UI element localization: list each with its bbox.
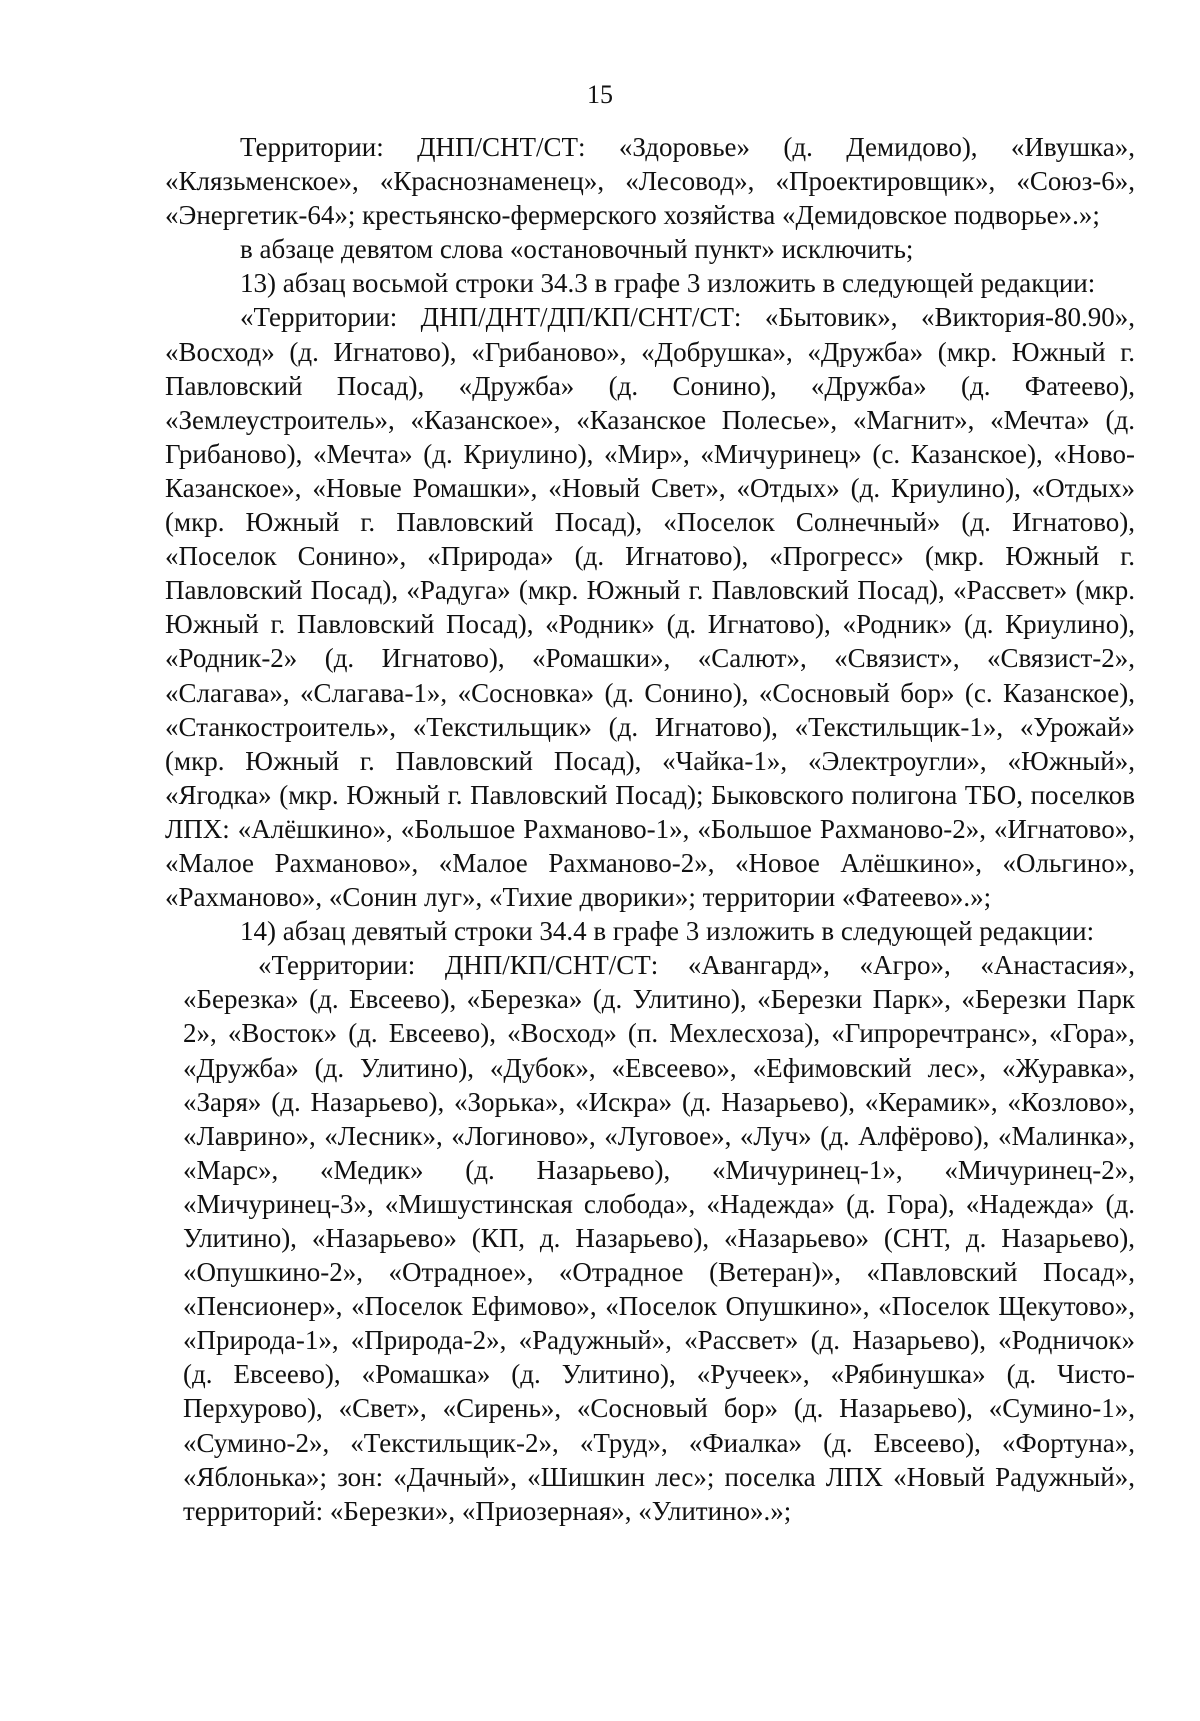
paragraph-ninth-abzac: в абзаце девятом слова «остановочный пункт» исключить;: [240, 234, 914, 265]
paragraph-item-14: 14) абзац девятый строки 34.4 в графе 3 изложить в следующей редакции:: [240, 916, 1095, 947]
paragraph-item-13: 13) абзац восьмой строки 34.3 в графе 3 изложить в следующей редакции:: [240, 268, 1096, 299]
document-body: [165, 130, 1135, 1528]
paragraph-item-13-text: «Территории: ДНП/ДНТ/ДП/КП/СНТ/СТ: «Бытовик», «Виктория-80.90», «Восход» (д. Игнатово), «Грибаново», «Добрушка», «Дружба» (мкр. Южный г. Павловский Посад), «Дружба» (д. Сонино), «Дружба» (д. Фатеево), «Землеустроитель», «Казанское», «Казанское Полесье», «Магнит», «Мечта» (д. Грибаново), «Мечта» (д. Криулино), «Мир», «Мичуринец» (с. Казанское), «Ново-Казанское», «Новые Ромашки», «Новый Свет», «Отдых» (д. Криулино), «Отдых» (мкр. Южный г. Павловский Посад), «Поселок Солнечный» (д. Игнатово), «Поселок Сонино», «Природа» (д. Игнатово), «Прогресс» (мкр. Южный г. Павловский Посад), «Радуга» (мкр. Южный г. Павловский Посад), «Рассвет» (мкр. Южный г. Павловский Посад), «Родник» (д. Игнатово), «Родник» (д. Криулино), «Родник-2» (д. Игнатово), «Ромашки», «Салют», «Связист», «Связист-2», «Слагава», «Слагава-1», «Сосновка» (д. Сонино), «Сосновый бор» (с. Казанское), «Станкостроитель», «Текстильщик» (д. Игнатово), «Текстильщик-1», «Урожай» (мкр. Южный г. Павловский Посад), «Чайка-1», «Электроугли», «Южный», «Ягодка» (мкр. Южный г. Павловский Посад); Быковского полигона ТБО, поселков ЛПХ: «Алёшкино», «Большое Рахманово-1», «Большое Рахманово-2», «Игнатово», «Малое Рахманово», «Малое Рахманово-2», «Новое Алёшкино», «Ольгино», «Рахманово», «Сонин луг», «Тихие дворики»; территории «Фатеево».»;: [165, 302, 1135, 913]
paragraph-item-14-text: «Территории: ДНП/КП/СНТ/СТ: «Авангард», «Агро», «Анастасия», «Березка» (д. Евсеево), «Березка» (д. Улитино), «Березки Парк», «Березки Парк 2», «Восток» (д. Евсеево), «Восход» (п. Мехлесхоза), «Гипроречтранс», «Гора», «Дружба» (д. Улитино), «Дубок», «Евсеево», «Ефимовский лес», «Журавка», «Заря» (д. Назарьево), «Зорька», «Искра» (д. Назарьево), «Керамик», «Козлово», «Лаврино», «Лесник», «Логиново», «Луговое», «Луч» (д. Алфёрово), «Малинка», «Марс», «Медик» (д. Назарьево), «Мичуринец-1», «Мичуринец-2», «Мичуринец-3», «Мишустинская слобода», «Надежда» (д. Гора), «Надежда» (д. Улитино), «Назарьево» (КП, д. Назарьево), «Назарьево» (СНТ, д. Назарьево), «Опушкино-2», «Отрадное», «Отрадное (Ветеран)», «Павловский Посад», «Пенсионер», «Поселок Ефимово», «Поселок Опушкино», «Поселок Щекутово», «Природа-1», «Природа-2», «Радужный», «Рассвет» (д. Назарьево), «Родничок» (д. Евсеево), «Ромашка» (д. Улитино), «Ручеек», «Рябинушка» (д. Чисто-Перхурово), «Свет», «Сирень», «Сосновый бор» (д. Назарьево), «Сумино-1», «Сумино-2», «Текстильщик-2», «Труд», «Фиалка» (д. Евсеево), «Фортуна», «Яблонька»; зон: «Дачный», «Шишкин лес»; поселка ЛПХ «Новый Радужный», территорий: «Березки», «Приозерная», «Улитино».»;: [183, 950, 1135, 1526]
page-number: 15: [587, 80, 613, 109]
paragraph-territories-continued: Территории: ДНП/СНТ/СТ: «Здоровье» (д. Демидово), «Ивушка», «Клязьменское», «Краснознаменец», «Лесовод», «Проектировщик», «Союз-6», «Энергетик-64»; крестьянско-фермерского хозяйства «Демидовское подворье».»;: [165, 132, 1135, 231]
